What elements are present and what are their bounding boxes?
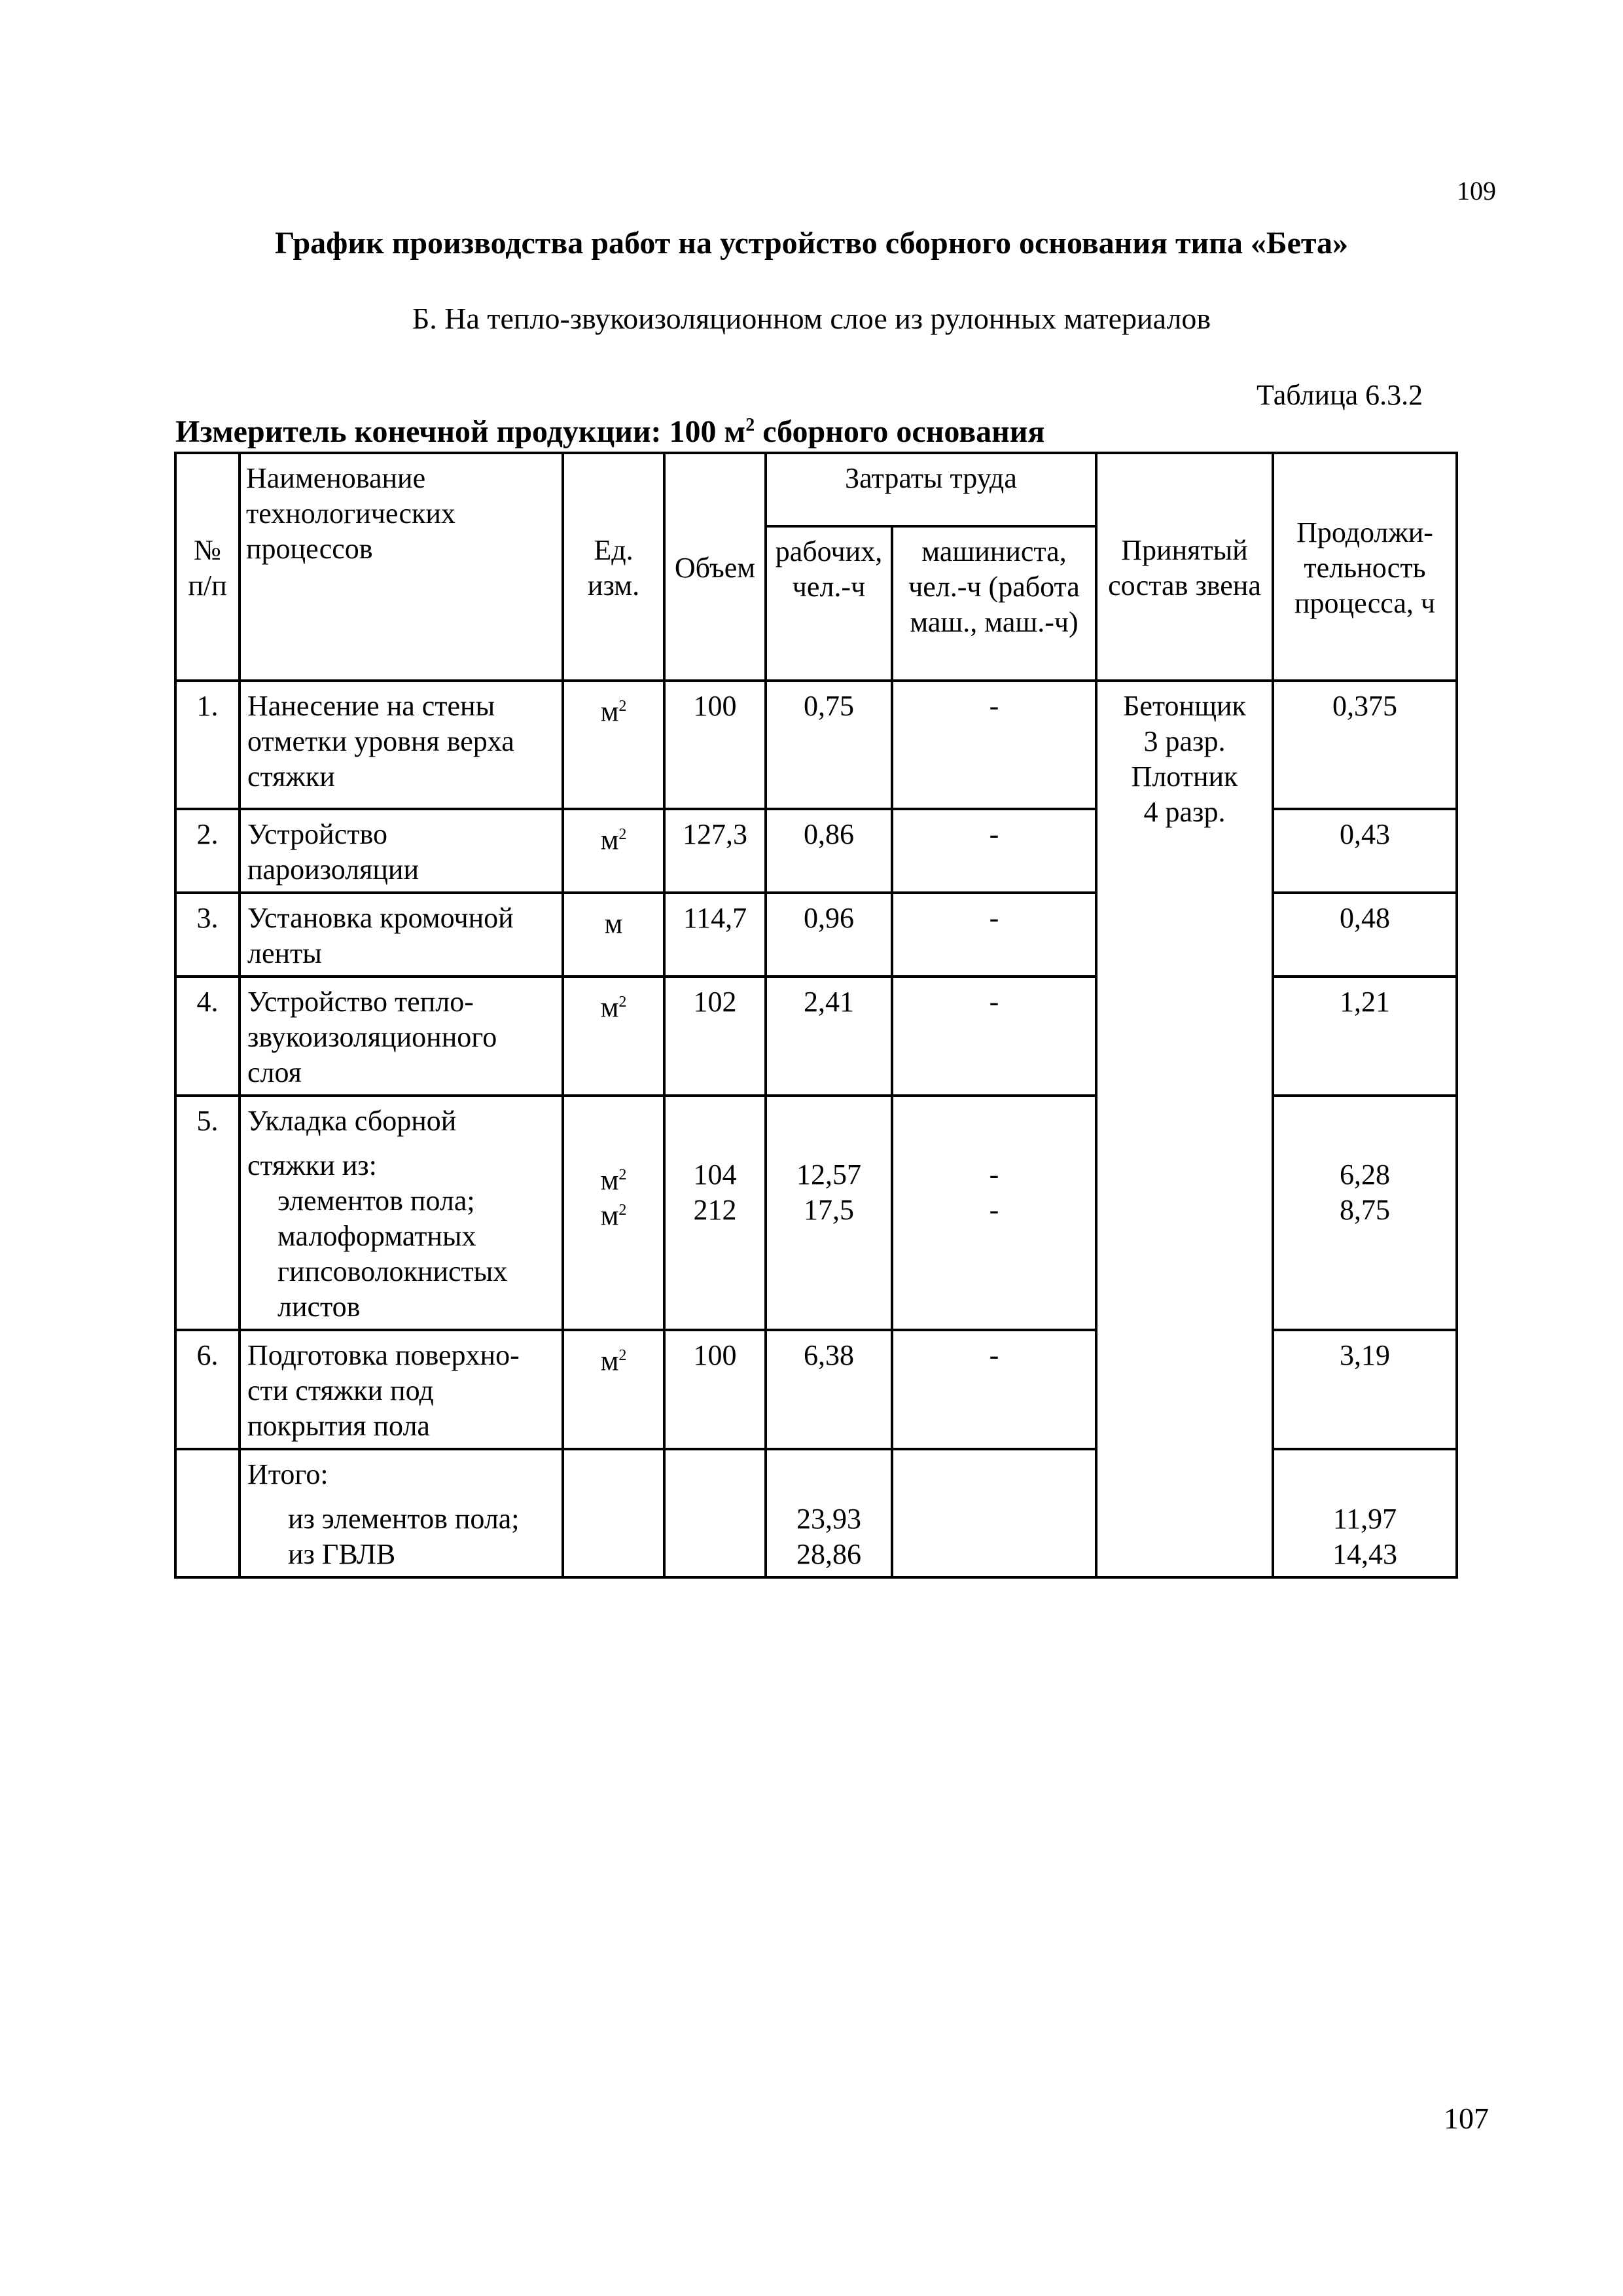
total-machinist	[892, 1449, 1096, 1577]
crew-line-1: Бетонщик	[1123, 690, 1246, 722]
row-volume: 102	[664, 977, 766, 1096]
row-name: Устройство тепло-звукоизоляционного слоя	[240, 977, 563, 1096]
row-machinist: -	[892, 1330, 1096, 1449]
row-workers: 2,41	[766, 977, 892, 1096]
row-name: Устройство пароизоляции	[240, 809, 563, 893]
row-duration: 6,28 8,75	[1273, 1096, 1457, 1330]
total-unit	[563, 1449, 664, 1577]
total-volume	[664, 1449, 766, 1577]
row-workers: 0,86	[766, 809, 892, 893]
row-volume: 100	[664, 1330, 766, 1449]
page-number-bottom: 107	[1444, 2102, 1489, 2135]
row-volume: 100	[664, 681, 766, 809]
row-name: Подготовка поверхно-сти стяжки под покрытия пола	[240, 1330, 563, 1449]
row-volume: 127,3	[664, 809, 766, 893]
row5-sub1-name: элементов пола;	[277, 1185, 475, 1217]
row-machinist: -	[892, 977, 1096, 1096]
row-workers: 0,75	[766, 681, 892, 809]
row-duration: 0,48	[1273, 893, 1457, 977]
crew-line-2: 3 разр.	[1143, 725, 1226, 757]
row-unit: $м^2$	[563, 681, 664, 809]
header-duration: Продолжи-тельность процесса, ч	[1273, 453, 1457, 681]
crew-line-3: Плотник	[1131, 761, 1238, 793]
header-workers: рабочих, чел.-ч	[766, 526, 892, 681]
row-num: 4.	[175, 977, 240, 1096]
meter-suffix: сборного основания	[755, 414, 1045, 449]
row-num: 2.	[175, 809, 240, 893]
crew-composition	[1096, 681, 1273, 1577]
header-num: № п/п	[175, 453, 240, 681]
row-num: 5.	[175, 1096, 240, 1330]
row-duration: 0,375	[1273, 681, 1457, 809]
total-num	[175, 1449, 240, 1577]
row-workers: 12,57 17,5	[766, 1096, 892, 1330]
row-unit: $м^2$	[563, 1330, 664, 1449]
total-label: Итого:	[247, 1458, 329, 1490]
total-workers: 23,93 28,86	[766, 1449, 892, 1577]
row5-sub2-name: малоформатных гипсоволокнистых листов	[277, 1220, 508, 1323]
row-volume: 104 212	[664, 1096, 766, 1330]
document-title: График производства работ на устройство сборного основания типа «Бета»	[274, 226, 1349, 260]
crew-line-4: 4 разр.	[1143, 796, 1226, 828]
production-schedule-table	[174, 452, 1458, 1579]
header-name	[240, 453, 563, 681]
row-num: 1.	[175, 681, 240, 809]
header-volume: Объем	[664, 453, 766, 681]
row-num: 3.	[175, 893, 240, 977]
page-number-top: 109	[1457, 176, 1496, 206]
product-meter	[175, 414, 1044, 450]
row-machinist: -	[892, 681, 1096, 809]
meter-prefix: Измеритель конечной продукции: 100 м	[175, 414, 746, 449]
row-duration: 1,21	[1273, 977, 1457, 1096]
row-unit: $м^2$	[563, 809, 664, 893]
row-unit: м	[563, 893, 664, 977]
total-label-cell	[240, 1449, 563, 1577]
header-name-text: Наименование технологических процессов	[246, 462, 455, 565]
table-row	[175, 681, 1457, 809]
row-name: Нанесение на стены отметки уровня верха стяжки	[240, 681, 563, 809]
meter-sup: 2	[745, 415, 755, 435]
row-machinist: - -	[892, 1096, 1096, 1330]
document-subtitle: Б. На тепло-звукоизоляционном слое из рулонных материалов	[412, 302, 1211, 335]
total-sub2-label: из ГВЛВ	[288, 1538, 396, 1570]
header-labor: Затраты труда	[766, 453, 1096, 526]
row5-name-line1: Укладка сборной	[247, 1105, 457, 1137]
row-num: 6.	[175, 1330, 240, 1449]
table-number: Таблица 6.3.2	[1257, 379, 1423, 411]
row-workers: 0,96	[766, 893, 892, 977]
row-name	[240, 1096, 563, 1330]
header-crew: Принятый состав звена	[1096, 453, 1273, 681]
total-sub1-label: из элементов пола;	[288, 1503, 520, 1535]
row-machinist: -	[892, 893, 1096, 977]
row5-name-line2: стяжки из:	[247, 1149, 377, 1181]
total-duration: 11,97 14,43	[1273, 1449, 1457, 1577]
row-name: Установка кромочной ленты	[240, 893, 563, 977]
row-unit: $м^2$	[563, 977, 664, 1096]
row-unit: $м^2$ $м^2$	[563, 1096, 664, 1330]
header-machinist: машиниста, чел.-ч (работа маш., маш.-ч)	[892, 526, 1096, 681]
row-workers: 6,38	[766, 1330, 892, 1449]
row-volume: 114,7	[664, 893, 766, 977]
row-machinist: -	[892, 809, 1096, 893]
row-duration: 3,19	[1273, 1330, 1457, 1449]
row-duration: 0,43	[1273, 809, 1457, 893]
header-unit: Ед. изм.	[563, 453, 664, 681]
